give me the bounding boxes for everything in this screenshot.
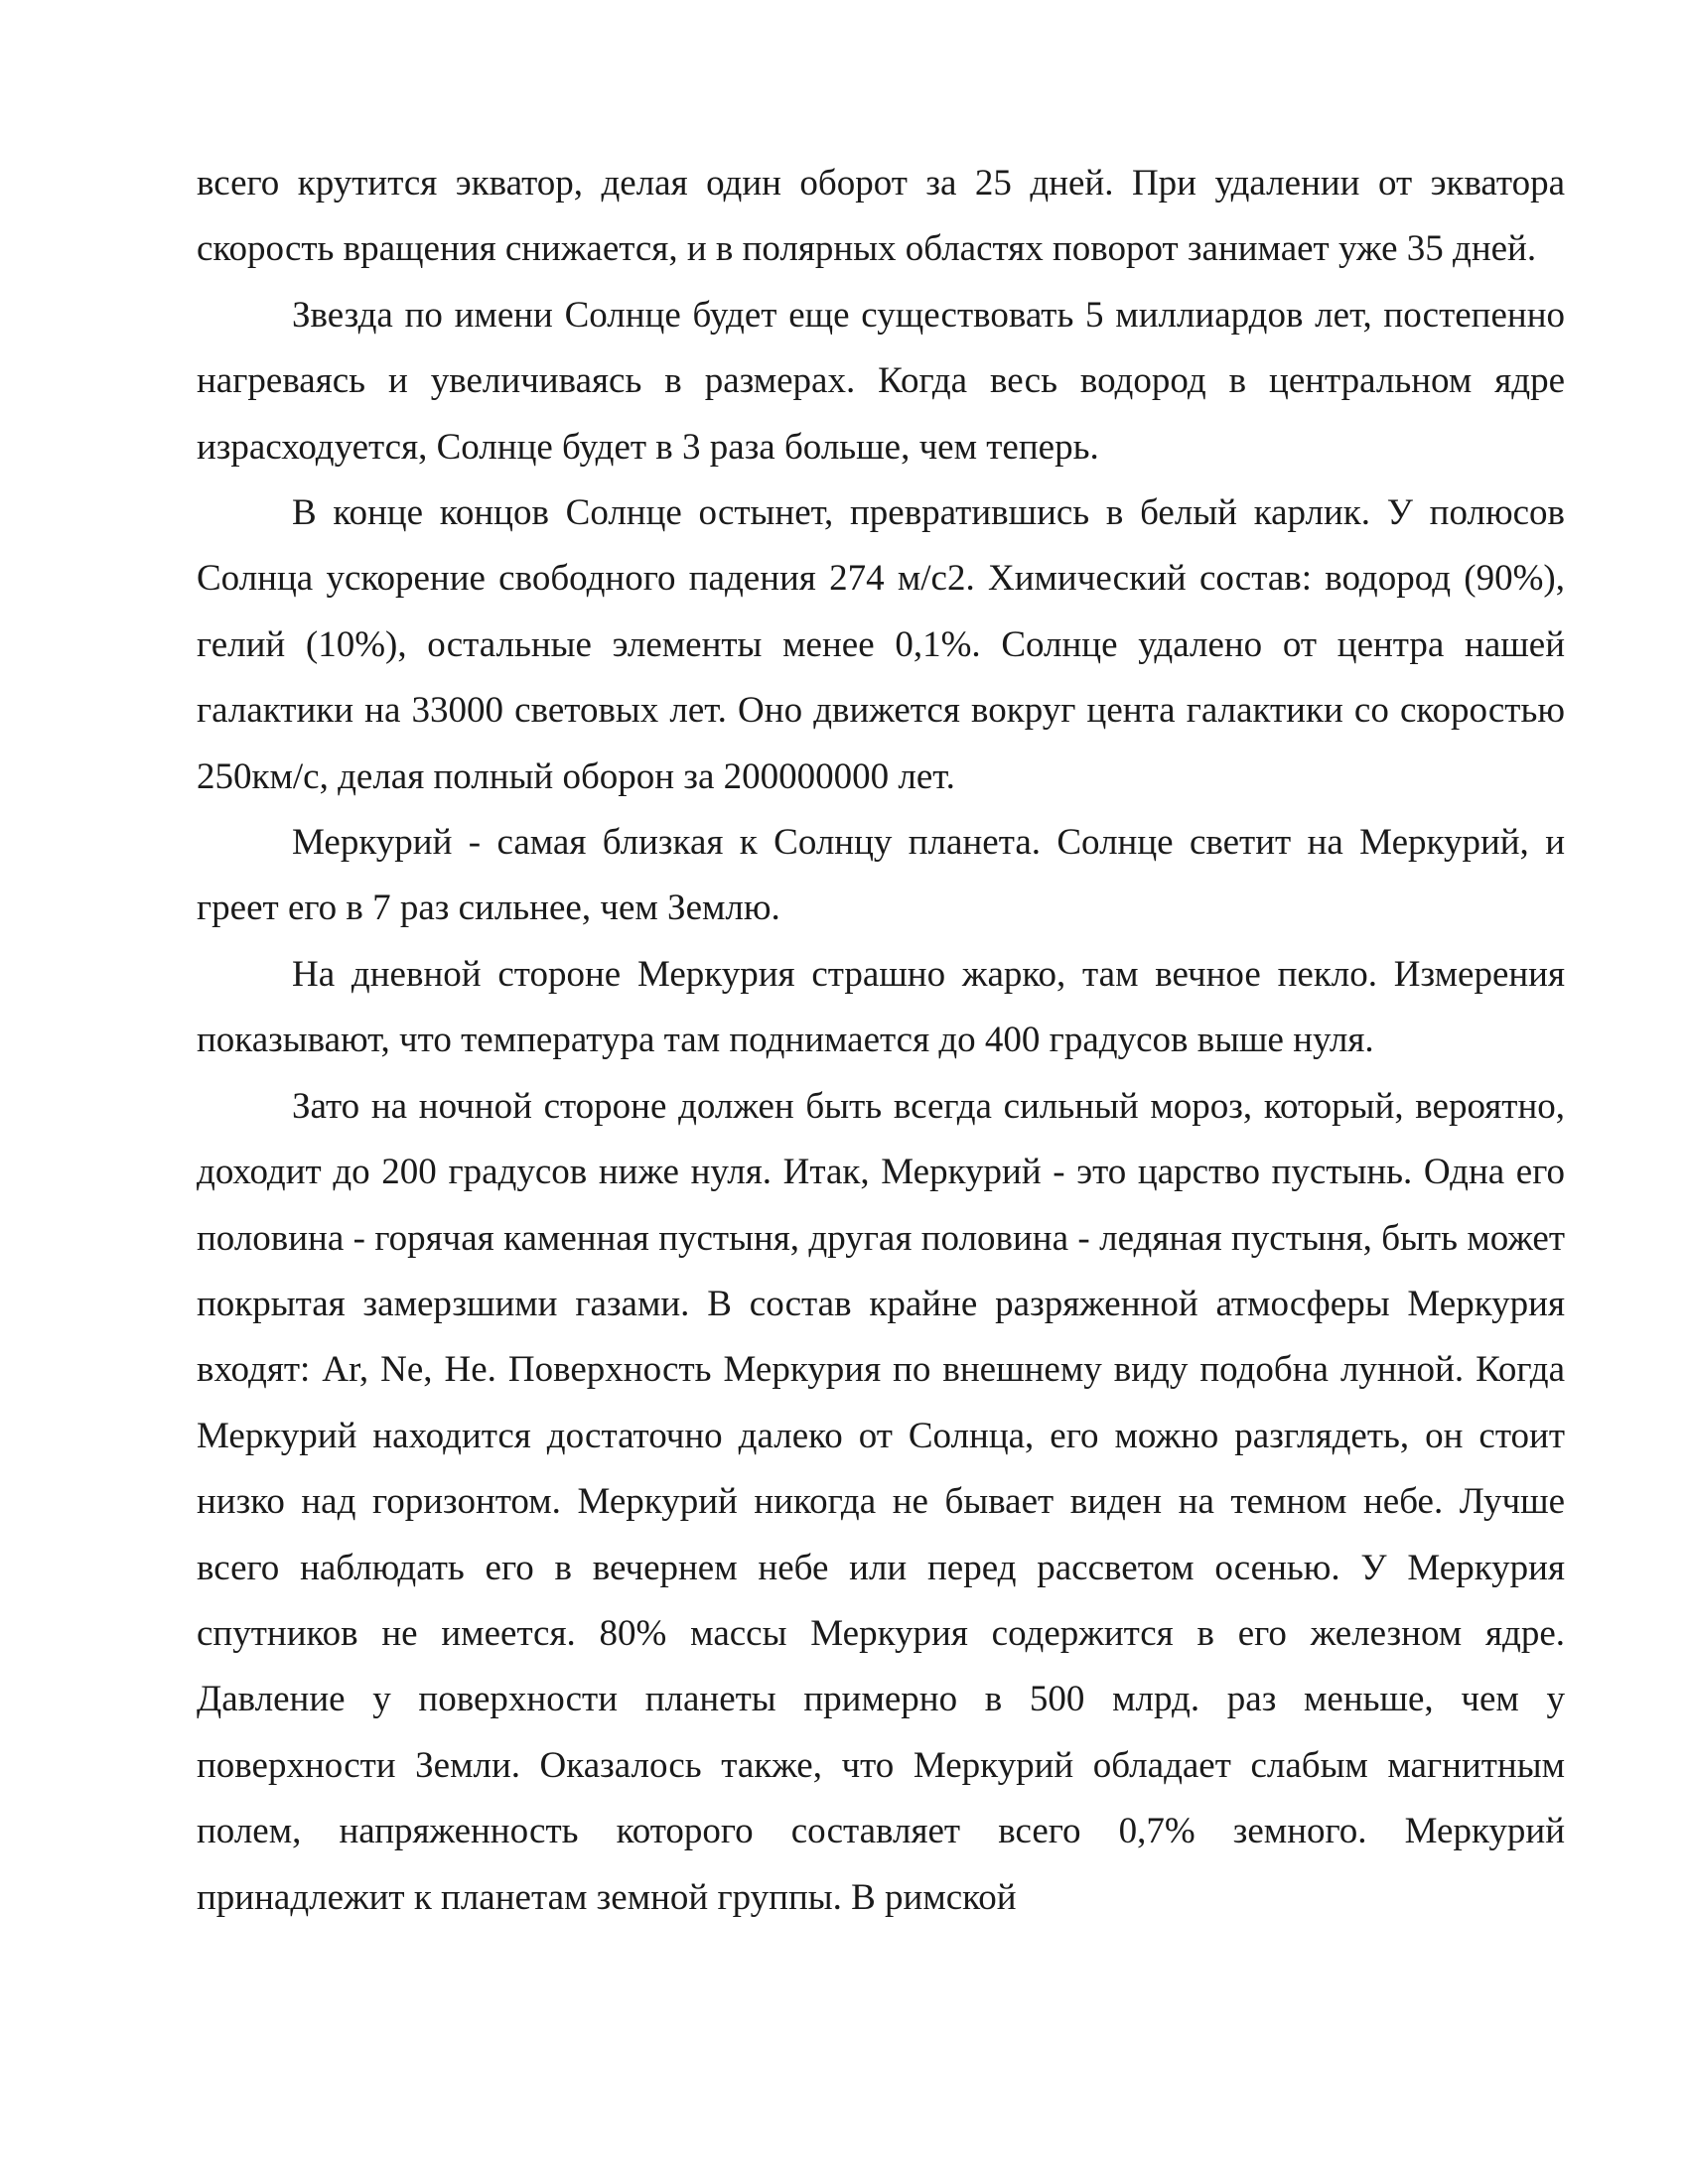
paragraph-4: Меркурий - самая близкая к Солнцу планета. Солнце светит на Меркурий, и греет его в 7 раз сильнее, чем Землю. xyxy=(197,822,1565,929)
paragraph-6: Зато на ночной стороне должен быть всегда сильный мороз, который, вероятно, доходит до 200 градусов ниже нуля. Итак, Меркурий - это царство пустынь. Одна его половина - горячая каменная пустыня, другая половина - ледяная пустыня, быть может покрытая замерзшими газами. В состав крайне разряженной атмосферы Меркурия входят: Ar, Ne, He. Поверхность Меркурия по внешнему виду подобна лунной. Когда Меркурий находится достаточно далеко от Солнца, его можно разглядеть, он стоит низко над горизонтом. Меркурий никогда не бывает виден на темном небе. Лучше всего наблюдать его в вечернем небе или перед рассветом осенью. У Меркурия спутников не имеется. 80% массы Меркурия содержится в его железном ядре. Давление у поверхности планеты примерно в 500 млрд. раз меньше, чем у поверхности Земли. Оказалось также, что Меркурий обладает слабым магнитным полем, напряженность которого составляет всего 0,7% земного. Меркурий принадлежит к планетам земной группы. В римской xyxy=(197,1085,1565,1918)
paragraph-1: всего крутится экватор, делая один оборот за 25 дней. При удалении от экватора скорость вращения снижается, и в полярных областях поворот занимает уже 35 дней. xyxy=(197,163,1565,270)
paragraph-2: Звезда по имени Солнце будет еще существовать 5 миллиардов лет, постепенно нагреваясь и увеличиваясь в размерах. Когда весь водород в центральном ядре израсходуется, Солнце будет в 3 раза больше, чем теперь. xyxy=(197,294,1565,468)
document-page xyxy=(197,151,1565,1931)
paragraph-5: На дневной стороне Меркурия страшно жарко, там вечное пекло. Измерения показывают, что температура там поднимается до 400 градусов выше нуля. xyxy=(197,953,1565,1061)
paragraph-3: В конце концов Солнце остынет, превратившись в белый карлик. У полюсов Солнца ускорение свободного падения 274 м/с2. Химический состав: водород (90%), гелий (10%), остальные элементы менее 0,1%. Солнце удалено от центра нашей галактики на 33000 световых лет. Оно движется вокруг цента галактики со скоростью 250км/с, делая полный оборон за 200000000 лет. xyxy=(197,492,1565,797)
